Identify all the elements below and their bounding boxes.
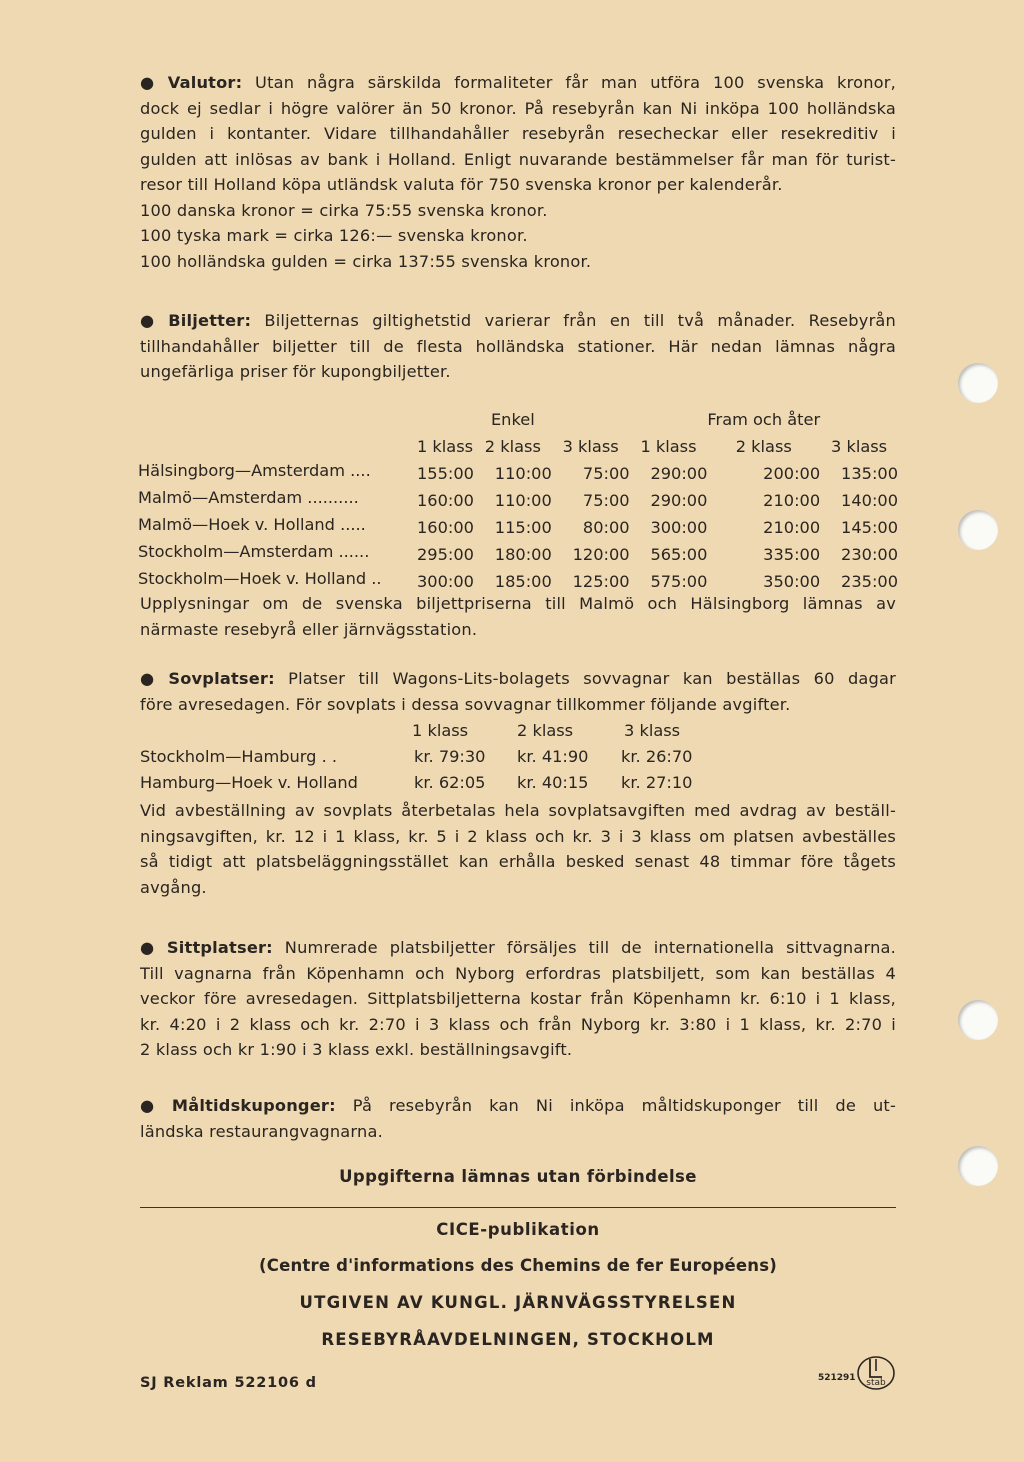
section-heading: Måltidskuponger: (171, 1096, 336, 1115)
sleeper-cancellation (140, 798, 896, 900)
price-cell: 565:00 (650, 544, 708, 564)
price-cell: 125:00 (572, 571, 630, 591)
route-name: Hälsingborg—Amsterdam .... (138, 461, 371, 480)
text-line: närmaste resebyrå eller järnvägsstation. (140, 619, 478, 639)
price-cell: 75:00 (582, 490, 630, 510)
ticket-info (140, 591, 896, 642)
print-reference: SJ Reklam 522106 d (140, 1375, 317, 1391)
stamp-text: stab (866, 1378, 886, 1388)
route-name: Hamburg—Hoek v. Holland (140, 773, 358, 792)
price-cell: kr. 27:10 (621, 773, 693, 792)
table-row (138, 541, 898, 568)
price-cell: 235:00 (841, 571, 898, 591)
rate-line: 100 tyska mark = cirka 126:— svenska kronor. (140, 226, 528, 245)
text-line: Till vagnarna från Köpenhamn och Nyborg erfordras platsbiljett, som kan beställas 4 (140, 963, 896, 983)
text-line: så tidigt att platsbeläggningsstället kan erhålla besked senast 48 timmar före tågets (140, 852, 896, 871)
section-maltidskuponger (140, 1093, 896, 1144)
price-cell: 120:00 (572, 544, 630, 564)
bullet-icon: ● (140, 73, 162, 92)
disclaimer: Uppgifterna lämnas utan förbindelse (339, 1167, 697, 1186)
column-header: 2 klass (484, 437, 541, 456)
price-cell: 75:00 (582, 463, 630, 483)
text-line: ungefärliga priser för kupongbiljetter. (140, 362, 451, 381)
text-line: ländska restaurangvagnarna. (140, 1121, 383, 1141)
price-cell: 290:00 (650, 463, 708, 483)
text-line: ● Sittplatser: Numrerade platsbiljetter försäljes till de internationella sittvagnarna. (140, 938, 897, 957)
price-cell: 290:00 (650, 490, 708, 510)
text-line: 2 klass och kr 1:90 i 3 klass exkl. beställningsavgift. (140, 1040, 573, 1059)
table-row (138, 514, 898, 541)
table-row (140, 770, 900, 796)
group-single-label: Enkel (490, 410, 535, 429)
route-name: Stockholm—Hoek v. Holland .. (138, 569, 382, 588)
bullet-icon: ● (140, 669, 163, 688)
rate-line: 100 danska kronor = cirka 75:55 svenska kronor. (140, 200, 548, 220)
price-cell: 200:00 (763, 463, 821, 483)
ticket-price-table (138, 406, 898, 595)
price-cell: kr. 62:05 (414, 773, 486, 792)
price-cell: 210:00 (763, 517, 821, 537)
group-return-label: Fram och åter (707, 410, 821, 429)
table-row (138, 487, 898, 514)
price-cell: 135:00 (841, 463, 898, 483)
publication-label: CICE-publikation (436, 1220, 600, 1239)
rate-line: 100 holländska gulden = cirka 137:55 svenska kronor. (140, 251, 592, 271)
text-line: ● Måltidskuponger: På resebyrån kan Ni inköpa måltidskuponger till de ut- (140, 1096, 896, 1115)
section-heading: Sittplatser: (166, 938, 273, 957)
price-cell: 110:00 (494, 463, 552, 483)
price-cell: 335:00 (763, 544, 821, 564)
column-header: 3 klass (562, 437, 619, 456)
column-header: 3 klass (624, 721, 681, 740)
section-heading: Biljetter: (168, 311, 252, 330)
price-cell: 300:00 (416, 571, 474, 591)
price-cell: 210:00 (763, 490, 821, 510)
text-line: gulden i kontanter. Vidare tillhandahåller resebyrån resecheckar eller resekreditiv i (140, 124, 896, 143)
table-class-header (138, 433, 898, 460)
text-line: gulden att inlösas av bank i Holland. Enligt nuvarande bestämmelser får man för turist- (140, 149, 896, 169)
price-cell: 160:00 (416, 517, 474, 537)
text-line: Upplysningar om de svenska biljettpriserna till Malmö och Hälsingborg lämnas av (140, 594, 896, 613)
price-cell: kr. 26:70 (621, 747, 693, 766)
text-line: kr. 4:20 i 2 klass och kr. 2:70 i 3 klass och från Nyborg kr. 3:80 i 1 klass, kr. 2:70 i (140, 1014, 896, 1034)
price-cell: 160:00 (416, 490, 474, 510)
price-cell: 295:00 (416, 544, 474, 564)
price-cell: kr. 41:90 (517, 747, 589, 766)
price-cell: 575:00 (650, 571, 708, 591)
text-line: Vid avbeställning av sovplats återbetalas hela sovplatsavgiften med avdrag av beställ- (140, 801, 896, 820)
table-row (140, 744, 900, 770)
text-line: veckor före avresedagen. Sittplatsbiljetterna kostar från Köpenhamn kr. 6:10 i 1 klass, (140, 989, 896, 1008)
price-cell: 110:00 (494, 490, 552, 510)
text-line: före avresedagen. För sovplats i dessa sovvagnar tillkommer följande avgifter. (140, 694, 791, 714)
price-cell: 80:00 (582, 517, 630, 537)
bullet-icon: ● (140, 938, 161, 957)
price-cell: 115:00 (494, 517, 552, 537)
text-line: avgång. (140, 877, 207, 897)
printer-logo-icon (856, 1355, 896, 1391)
bullet-icon: ● (140, 311, 163, 330)
table-row (138, 460, 898, 487)
bullet-icon: ● (140, 1096, 166, 1115)
section-heading: Valutor: (167, 73, 243, 92)
price-cell: 350:00 (763, 571, 821, 591)
price-cell: kr. 79:30 (414, 747, 486, 766)
publisher-department: RESEBYRÅAVDELNINGEN, STOCKHOLM (321, 1330, 715, 1349)
price-cell: 180:00 (494, 544, 552, 564)
text-line: ● Biljetter: Biljetternas giltighetstid varierar från en till två månader. Resebyrån (140, 311, 896, 330)
section-sovplatser (140, 666, 896, 717)
section-sittplatser (140, 935, 896, 1063)
column-header: 3 klass (831, 437, 888, 456)
section-heading: Sovplatser: (168, 669, 275, 688)
route-name: Malmö—Amsterdam .......... (138, 488, 359, 507)
column-header: 2 klass (735, 437, 792, 456)
price-cell: 300:00 (650, 517, 708, 537)
price-cell: kr. 40:15 (517, 773, 589, 792)
punch-hole (958, 363, 998, 403)
price-cell: 230:00 (841, 544, 898, 564)
table-class-header (140, 718, 900, 744)
price-cell: 140:00 (841, 490, 898, 510)
column-header: 1 klass (416, 437, 474, 456)
print-code: 521291 (818, 1373, 856, 1383)
punch-hole (958, 510, 998, 550)
publication-org: (Centre d'informations des Chemins de fer Européens) (259, 1256, 777, 1275)
divider (140, 1207, 896, 1208)
section-biljetter (140, 308, 896, 385)
price-cell: 155:00 (416, 463, 474, 483)
text-line: tillhandahåller biljetter till de flesta holländska stationer. Här nedan lämnas några (140, 336, 896, 356)
table-group-header (138, 406, 898, 433)
route-name: Stockholm—Amsterdam ...... (138, 542, 370, 561)
text-line: dock ej sedlar i högre valörer än 50 kronor. På resebyrån kan Ni inköpa 100 holländska (140, 98, 896, 118)
column-header: 1 klass (640, 437, 697, 456)
route-name: Malmö—Hoek v. Holland ..... (138, 515, 366, 534)
price-cell: 145:00 (841, 517, 898, 537)
column-header: 1 klass (412, 721, 469, 740)
sleeper-price-table (140, 718, 900, 796)
text-line: ● Valutor: Utan några särskilda formaliteter får man utföra 100 svenska kronor, (140, 73, 896, 92)
text-line: ningsavgiften, kr. 12 i 1 klass, kr. 5 i 2 klass och kr. 3 i 3 klass om platsen avbeställes (140, 826, 896, 846)
publisher-name: UTGIVEN AV KUNGL. JÄRNVÄGSSTYRELSEN (299, 1293, 737, 1312)
text-line: resor till Holland köpa utländsk valuta för 750 svenska kronor per kalenderår. (140, 175, 783, 194)
text-line: ● Sovplatser: Platser till Wagons-Lits-bolagets sovvagnar kan beställas 60 dagar (140, 669, 897, 688)
column-header: 2 klass (517, 721, 574, 740)
price-cell: 185:00 (494, 571, 552, 591)
route-name: Stockholm—Hamburg . . (140, 747, 338, 766)
section-valutor (140, 70, 896, 274)
punch-hole (958, 1146, 998, 1186)
punch-hole (958, 1000, 998, 1040)
